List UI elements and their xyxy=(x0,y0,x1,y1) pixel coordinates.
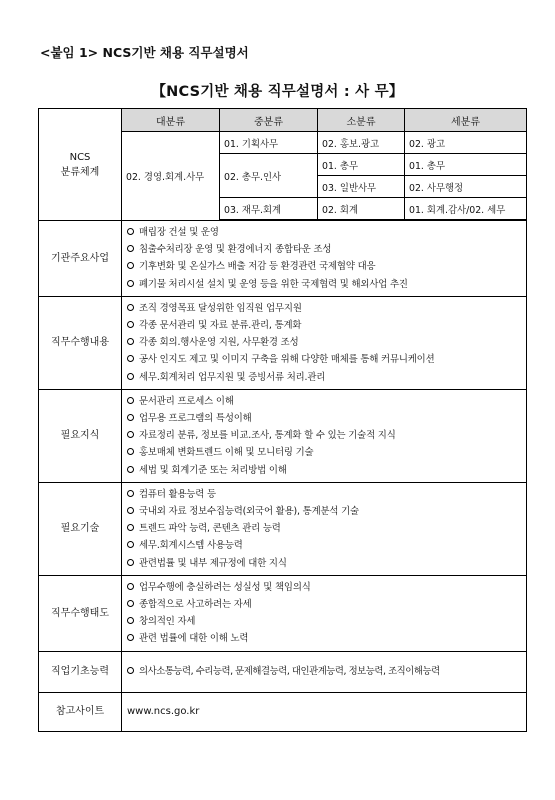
header-small: 소분류 xyxy=(318,109,405,132)
circle-bullet-icon xyxy=(127,280,134,287)
list-item-text: 각종 회의.행사운영 지원, 사무환경 조성 xyxy=(139,337,299,349)
list-item-text: 컴퓨터 활용능력 등 xyxy=(139,488,216,500)
circle-bullet-icon xyxy=(127,524,134,531)
list-item xyxy=(126,537,522,554)
list-item xyxy=(126,555,522,572)
circle-bullet-icon xyxy=(127,321,134,328)
ncs-detail-cell: 02. 광고 xyxy=(405,132,527,154)
section-label-attitude: 직무수행태도 xyxy=(39,575,122,651)
list-item-text: 세법 및 회계기준 또는 처리방법 이해 xyxy=(139,464,287,476)
ncs-small-cell: 02. 홍보.광고 xyxy=(318,132,405,154)
ncs-mid-cell: 03. 재무.회계 xyxy=(220,198,318,220)
list-item xyxy=(126,351,522,368)
ncs-detail-cell: 02. 사무행정 xyxy=(405,176,527,198)
circle-bullet-icon xyxy=(127,373,134,380)
circle-bullet-icon xyxy=(127,448,134,455)
list-item-text: 국내외 자료 정보수집능력(외국어 활용), 통계분석 기술 xyxy=(139,506,359,518)
ncs-detail-cell: 01. 총무 xyxy=(405,154,527,176)
circle-bullet-icon xyxy=(127,667,134,674)
list-item-text: 기후변화 및 온실가스 배출 저감 등 환경관련 국제협약 대응 xyxy=(139,261,376,273)
list-item xyxy=(126,503,522,520)
list-item-text: 홍보매체 변화트렌드 이해 및 모니터링 기술 xyxy=(139,447,314,459)
section-business-items xyxy=(122,221,527,297)
circle-bullet-icon xyxy=(127,355,134,362)
ncs-label-text: NCS 분류체계 xyxy=(60,151,100,178)
section-label-knowledge: 필요지식 xyxy=(39,389,122,482)
circle-bullet-icon xyxy=(127,262,134,269)
list-item xyxy=(126,276,522,293)
header-detail: 세분류 xyxy=(405,109,527,132)
circle-bullet-icon xyxy=(127,617,134,624)
list-item xyxy=(126,224,522,241)
circle-bullet-icon xyxy=(127,304,134,311)
section-label-duties: 직무수행내용 xyxy=(39,296,122,389)
list-item xyxy=(126,393,522,410)
ncs-small-cell: 01. 총무 xyxy=(318,154,405,176)
list-item xyxy=(126,579,522,596)
section-basic-competency-items xyxy=(122,651,527,692)
section-skills-items xyxy=(122,482,527,575)
circle-bullet-icon xyxy=(127,490,134,497)
list-item-text: 매립장 건설 및 운영 xyxy=(139,227,219,238)
list-item xyxy=(126,317,522,334)
list-item xyxy=(126,444,522,461)
circle-bullet-icon xyxy=(127,466,134,473)
ncs-label xyxy=(39,109,122,221)
list-item xyxy=(126,258,522,275)
ncs-small-cell: 03. 일반사무 xyxy=(318,176,405,198)
list-item-text: 트렌드 파악 능력, 콘텐츠 관리 능력 xyxy=(139,523,281,535)
circle-bullet-icon xyxy=(127,431,134,438)
list-item-text: 관련 법률에 대한 이해 노력 xyxy=(139,633,249,645)
circle-bullet-icon xyxy=(127,507,134,514)
attachment-title: <붙임 1> NCS기반 채용 직무설명서 xyxy=(40,45,249,60)
ncs-mid-cell: 01. 기획사무 xyxy=(220,132,318,154)
list-item-text: 각종 문서관리 및 자료 분류.관리, 통계화 xyxy=(139,320,302,332)
list-item xyxy=(126,427,522,444)
ncs-mid-cell: 02. 총무.인사 xyxy=(220,154,318,198)
list-item xyxy=(126,410,522,427)
list-item-text: 공사 인지도 제고 및 이미지 구축을 위해 다양한 매체를 통해 커뮤니케이션 xyxy=(139,354,435,366)
ncs-small-cell: 02. 회계 xyxy=(318,198,405,220)
list-item-text: 침출수처리장 운영 및 환경에너지 종합타운 조성 xyxy=(139,244,332,256)
reference-site-link[interactable]: www.ncs.go.kr xyxy=(122,692,527,731)
circle-bullet-icon xyxy=(127,559,134,566)
list-item xyxy=(126,663,522,680)
list-item-text: 문서관리 프로세스 이해 xyxy=(139,395,234,407)
list-item-text: 세무.회계처리 업무지원 및 증빙서류 처리.관리 xyxy=(139,371,326,383)
circle-bullet-icon xyxy=(127,634,134,641)
list-item-text: 창의적인 자세 xyxy=(139,616,196,628)
list-item-text: 관련법률 및 내부 제규정에 대한 지식 xyxy=(139,557,287,569)
document-title: 【NCS기반 채용 직무설명서 : 사 무】 xyxy=(151,84,404,100)
circle-bullet-icon xyxy=(127,245,134,252)
list-item-text: 의사소통능력, 수리능력, 문제해결능력, 대인관계능력, 정보능력, 조직이해능력 xyxy=(139,666,440,678)
section-duties-items xyxy=(122,296,527,389)
list-item-text: 폐기물 처리시설 설치 및 운영 등을 위한 국제협력 및 해외사업 추진 xyxy=(139,278,408,290)
list-item xyxy=(126,520,522,537)
circle-bullet-icon xyxy=(127,228,134,235)
list-item xyxy=(126,596,522,613)
header-major: 대분류 xyxy=(122,109,220,132)
section-attitude-items xyxy=(122,575,527,651)
section-label-skills: 필요기술 xyxy=(39,482,122,575)
list-item-text: 업무용 프로그램의 특성이해 xyxy=(139,413,252,425)
list-item xyxy=(126,300,522,317)
circle-bullet-icon xyxy=(127,541,134,548)
circle-bullet-icon xyxy=(127,338,134,345)
ncs-major-cell: 02. 경영.회계.사무 xyxy=(122,132,220,221)
circle-bullet-icon xyxy=(127,583,134,590)
list-item-text: 조직 경영목표 달성위한 임직원 업무지원 xyxy=(139,302,302,314)
list-item xyxy=(126,241,522,258)
list-item xyxy=(126,486,522,503)
section-label-basic-competency: 직업기초능력 xyxy=(39,651,122,692)
section-knowledge-items xyxy=(122,389,527,482)
list-item xyxy=(126,334,522,351)
list-item-text: 세무.회계시스템 사용능력 xyxy=(139,540,243,552)
job-description-table xyxy=(38,108,527,732)
header-mid: 중분류 xyxy=(220,109,318,132)
circle-bullet-icon xyxy=(127,600,134,607)
section-label-business: 기관주요사업 xyxy=(39,221,122,297)
circle-bullet-icon xyxy=(127,414,134,421)
list-item-text: 업무수행에 충실하려는 성실성 및 책임의식 xyxy=(139,581,311,593)
list-item xyxy=(126,462,522,479)
list-item-text: 종합적으로 사고하려는 자세 xyxy=(139,599,252,611)
list-item xyxy=(126,369,522,386)
circle-bullet-icon xyxy=(127,397,134,404)
ncs-detail-cell: 01. 회계.감사/02. 세무 xyxy=(405,198,527,220)
reference-label: 참고사이트 xyxy=(39,692,122,731)
list-item-text: 자료정리 분류, 정보를 비교.조사, 통계화 할 수 있는 기술적 지식 xyxy=(139,430,396,442)
list-item xyxy=(126,630,522,647)
list-item xyxy=(126,613,522,630)
